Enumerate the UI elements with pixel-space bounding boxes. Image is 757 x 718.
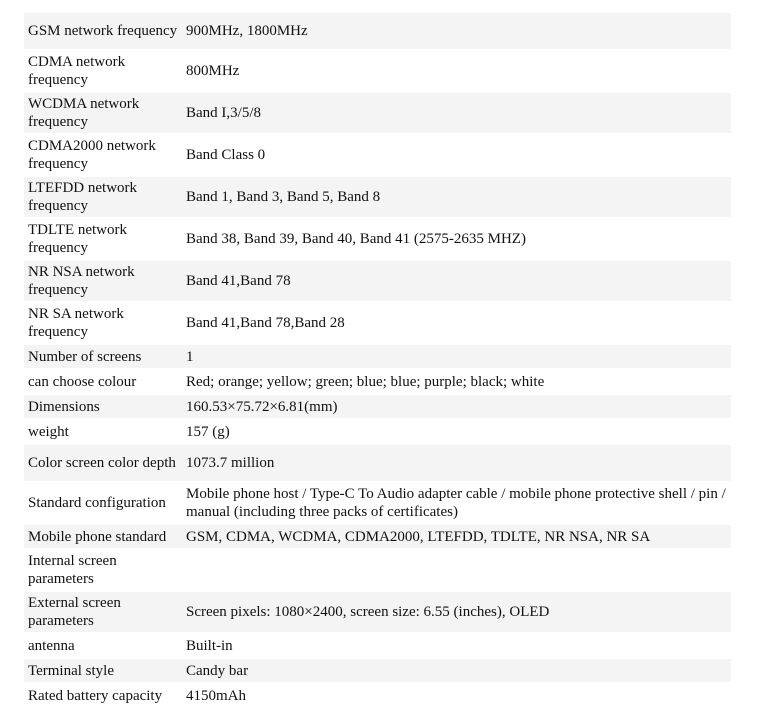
spec-row (24, 525, 731, 548)
spec-row (24, 51, 731, 91)
spec-label: Number of screens (24, 345, 182, 368)
spec-row (24, 395, 731, 418)
spec-label: WCDMA network frequency (24, 93, 182, 133)
spec-label: External screen parameters (24, 592, 182, 632)
spec-row (24, 13, 731, 49)
spec-value: Band Class 0 (186, 147, 266, 163)
spec-row (24, 135, 731, 175)
spec-label: TDLTE network frequency (28, 222, 128, 256)
spec-value: Band 1, Band 3, Band 5, Band 8 (182, 177, 731, 217)
spec-value: Band I,3/5/8 (182, 93, 731, 133)
spec-row (24, 219, 731, 259)
spec-value: GSM, CDMA, WCDMA, CDMA2000, LTEFDD, TDLTE, NR NSA, NR SA (182, 525, 731, 548)
spec-row (24, 634, 731, 657)
spec-value: Screen pixels: 1080×2400, screen size: 6.55 (inches), OLED (182, 592, 731, 632)
spec-value: 1 (182, 345, 731, 368)
spec-row (24, 177, 731, 217)
spec-label: Terminal style (24, 659, 182, 682)
spec-label: antenna (28, 637, 75, 654)
spec-row (24, 445, 731, 481)
spec-row (24, 592, 731, 632)
spec-value (182, 550, 731, 590)
spec-value: Candy bar (182, 659, 731, 682)
spec-label: CDMA network frequency (28, 54, 126, 88)
spec-row (24, 659, 731, 682)
spec-label: can choose colour (28, 373, 137, 390)
spec-value: Mobile phone host / Type-C To Audio adapter cable / mobile phone protective shell / pin / manual (including three packs of certificates) (186, 486, 726, 520)
spec-label: Dimensions (24, 395, 182, 418)
spec-row (24, 684, 731, 707)
spec-value: 900MHz, 1800MHz (182, 13, 731, 49)
spec-label: CDMA2000 network frequency (28, 138, 156, 172)
spec-row (24, 303, 731, 343)
spec-label: Standard configuration (28, 495, 166, 511)
spec-value: Band 41,Band 78,Band 28 (186, 315, 345, 331)
spec-label: LTEFDD network frequency (24, 177, 182, 217)
spec-value: 160.53×75.72×6.81(mm) (182, 395, 731, 418)
spec-value: Band 38, Band 39, Band 40, Band 41 (2575-2635 MHZ) (186, 231, 526, 247)
spec-row (24, 345, 731, 368)
spec-row (24, 93, 731, 133)
spec-row (24, 550, 731, 590)
spec-value: 157 (g) (186, 423, 230, 440)
spec-label: Color screen color depth (24, 445, 182, 481)
spec-label: Mobile phone standard (24, 525, 182, 548)
spec-value: Band 41,Band 78 (182, 261, 731, 301)
spec-value: 1073.7 million (182, 445, 731, 481)
spec-row (24, 483, 731, 523)
spec-value: Red; orange; yellow; green; blue; blue; purple; black; white (186, 373, 545, 390)
spec-label: Rated battery capacity (28, 687, 163, 704)
spec-label: Internal screen parameters (28, 553, 117, 587)
spec-label: NR NSA network frequency (24, 261, 182, 301)
spec-value: 800MHz (186, 63, 240, 79)
spec-value: Built-in (186, 637, 233, 654)
spec-row (24, 420, 731, 443)
spec-value: 4150mAh (186, 687, 246, 704)
spec-row (24, 261, 731, 301)
spec-label: NR SA network frequency (28, 306, 124, 340)
spec-label: weight (28, 423, 69, 440)
spec-row (24, 370, 731, 393)
spec-table (24, 11, 731, 709)
spec-label: GSM network frequency (24, 13, 182, 49)
